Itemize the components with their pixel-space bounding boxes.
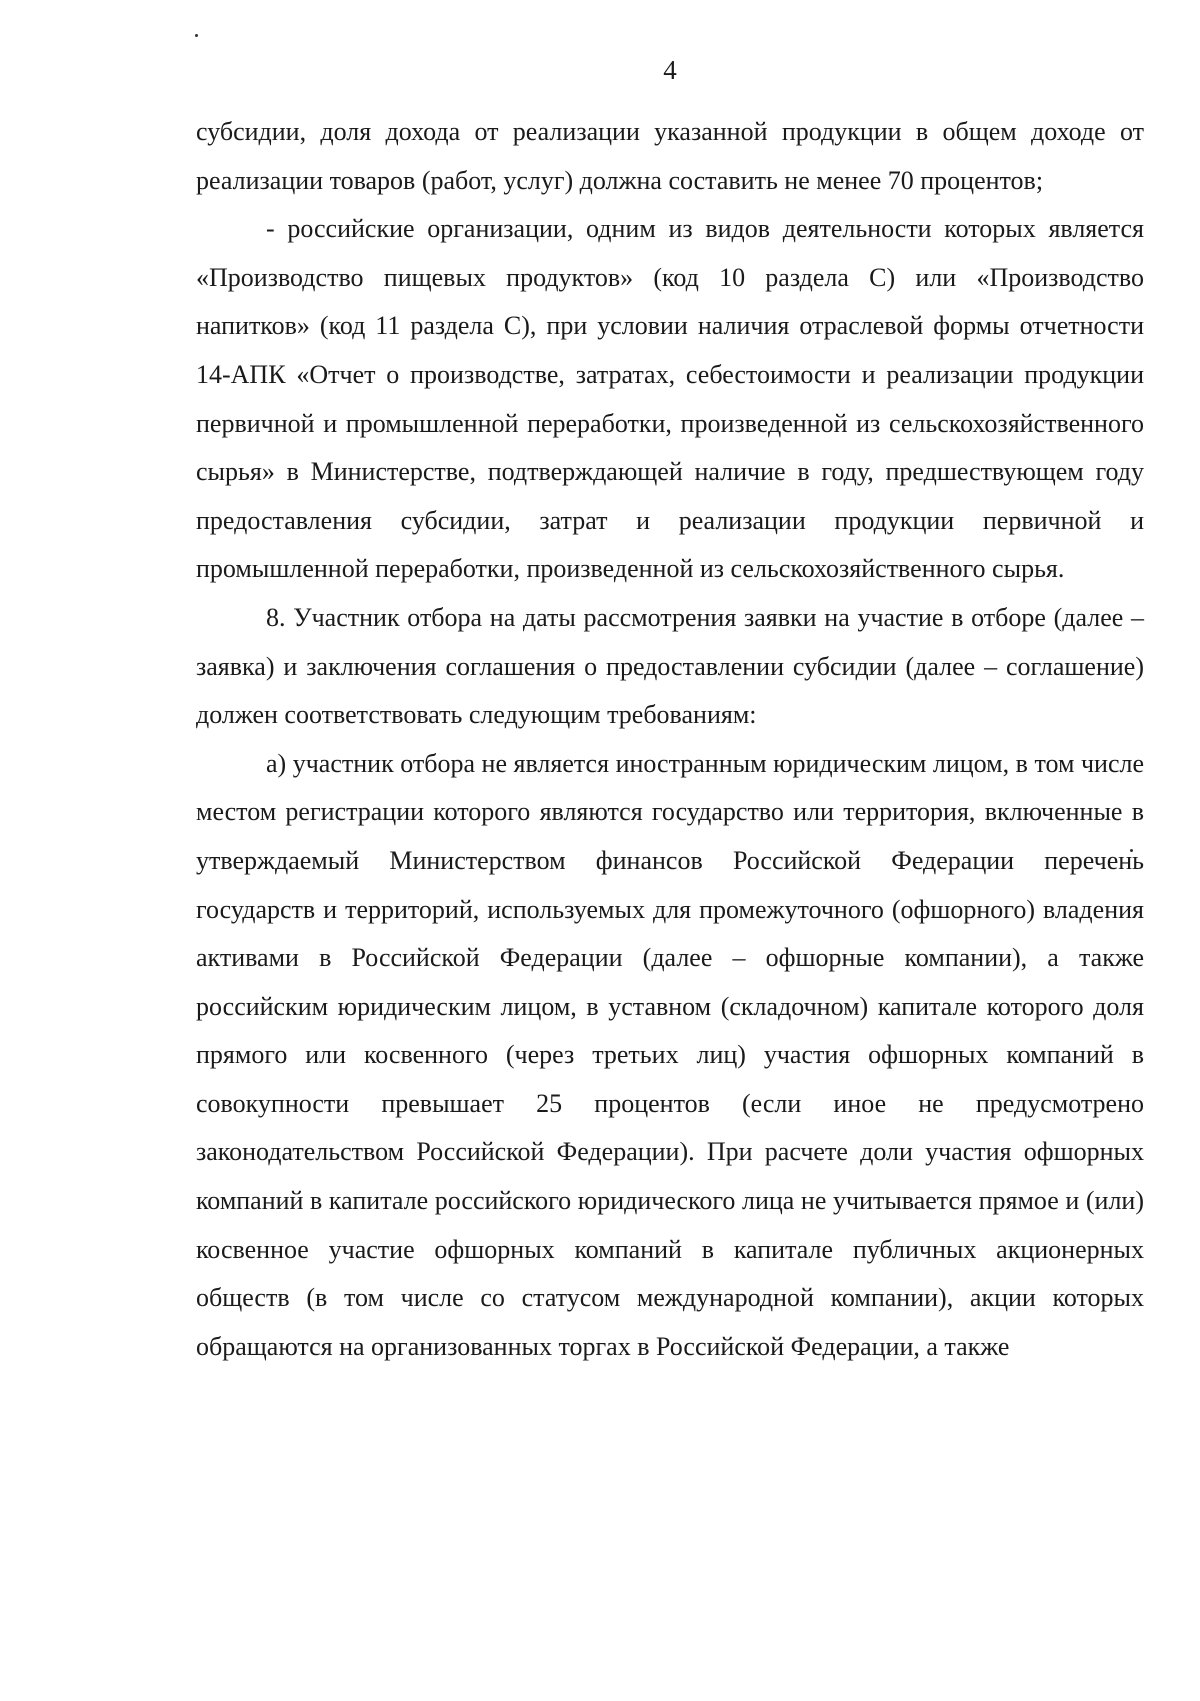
paragraph-russian-organizations: - российские организации, одним из видов деятельности которых является «Производство пищевых продуктов» (код 10 раздела С) или «Производство напитков» (код 11 раздела С), при условии наличия отраслевой формы отчетности 14-АПК «Отчет о производстве, затратах, себестоимости и реализации продукции первичной и промышленной переработки, произведенной из сельскохозяйственного сырья» в Министерстве, подтверждающей наличие в году, предшествующем году предоставления субсидии, затрат и реализации продукции первичной и промышленной переработки, произведенной из сельскохозяйственного сырья. [196, 214, 1144, 584]
paragraph-item-8: 8. Участник отбора на даты рассмотрения заявки на участие в отборе (далее – заявка) и заключения соглашения о предоставлении субсидии (далее – соглашение) должен соответствовать следующим требованиям: [196, 602, 1144, 730]
paragraph-subitem-a: а) участник отбора не является иностранным юридическим лицом, в том числе местом регистрации которого являются государство или территория, включенные в утверждаемый Министерством финансов Российской Федерации перечень государств и территорий, используемых для промежуточного (офшорного) владения активами в Российской Федерации (далее – офшорные компании), а также российским юридическим лицом, в уставном (складочном) капитале которого доля прямого или косвенного (через третьих лиц) участия офшорных компаний в совокупности превышает 25 процентов (если иное не предусмотрено законодательством Российской Федерации). При расчете доли участия офшорных компаний в капитале российского юридического лица не учитывается прямое и (или) косвенное участие офшорных компаний в капитале публичных акционерных обществ (в том числе со статусом международной компании), акции которых обращаются на организованных торгах в Российской Федерации, а также [196, 748, 1144, 1361]
scan-speck [195, 34, 198, 37]
page-number: 4 [663, 55, 677, 85]
body-text [196, 108, 1144, 1371]
paragraph-continuation: субсидии, доля дохода от реализации указанной продукции в общем доходе от реализации товаров (работ, услуг) должна составить не менее 70 процентов; [196, 117, 1144, 195]
